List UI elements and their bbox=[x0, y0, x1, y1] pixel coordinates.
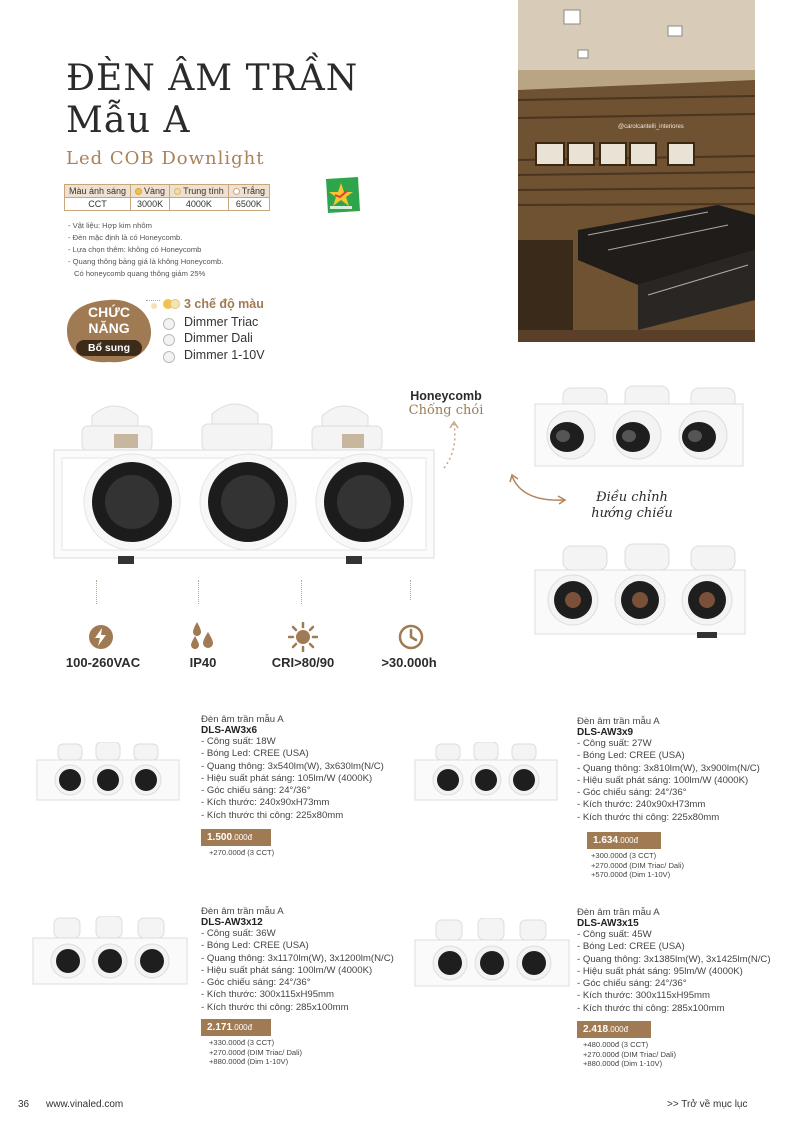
product-card bbox=[577, 907, 782, 1069]
back-to-contents-link[interactable]: >> Trở về mục lục bbox=[667, 1099, 748, 1110]
curved-arrow-icon bbox=[508, 472, 568, 508]
notes: - Vật liệu: Hợp kim nhôm - Đèn mặc định là có Honeycomb. - Lựa chọn thêm: không có Honeycomb - Quang thông bảng giá là không Honeycomb. Có honeycomb quang thông giảm 25% bbox=[68, 221, 224, 278]
sun-icon bbox=[288, 622, 318, 652]
product-specs: - Công suất: 36W - Bóng Led: CREE (USA) - Quang thông: 3x1170lm(W), 3x1200lm(N/C) - Hiệu suất phát sáng: 100lm/W (4000K) - Góc chiếu sáng: 24°/36° - Kích thước: 300x115xH95mm - Kích thước thi công: 285x100mm bbox=[201, 928, 394, 1013]
product-code: DLS-AW3x6 bbox=[201, 725, 258, 736]
cct-neutral: Trung tính bbox=[170, 185, 229, 198]
product-price: 2.418.000đ bbox=[577, 1021, 651, 1038]
clock-icon bbox=[398, 624, 424, 650]
spec-ip: IP40 bbox=[189, 655, 217, 670]
product-title: Đèn âm trần mẫu A bbox=[201, 714, 284, 725]
feature-color-modes: 3 chế độ màu bbox=[184, 297, 264, 311]
product-3-image bbox=[32, 916, 188, 988]
cct-warm: Vàng bbox=[131, 185, 170, 198]
badge-text: CHỨC NĂNG bbox=[88, 304, 130, 336]
spec-lifetime: >30.000h bbox=[381, 655, 437, 670]
interior-photo bbox=[518, 0, 755, 342]
product-1-image bbox=[36, 742, 180, 804]
product-specs: - Công suất: 18W - Bóng Led: CREE (USA) - Quang thông: 3x540lm(W), 3x630lm(N/C) - Hiệu suất phát sáng: 105lm/W (4000K) - Góc chiếu sáng: 24°/36° - Kích thước: 240x90xH73mm - Kích thước thi công: 225x80mm bbox=[201, 736, 384, 821]
dotted-arrow-icon bbox=[440, 420, 462, 470]
product-extras: +330.000đ (3 CCT) +270.000đ (DIM Triac/ Dali) +880.000đ (Dim 1-10V) bbox=[209, 1038, 303, 1067]
adjust-label: Điều chỉnh hướng chiếu bbox=[591, 490, 673, 521]
white-dot-icon bbox=[233, 188, 240, 195]
color-mode-dot-icon bbox=[151, 303, 157, 309]
product-specs: - Công suất: 45W - Bóng Led: CREE (USA) - Quang thông: 3x1385lm(W), 3x1425lm(N/C) - Hiệu suất phát sáng: 95lm/W (4000K) - Góc chiếu sáng: 24°/36° - Kích thước: 300x115xH95mm - Kích thước thi công: 285x100mm bbox=[577, 929, 771, 1014]
product-card bbox=[201, 714, 396, 858]
feature-dimmer-triac: Dimmer Triac bbox=[184, 315, 259, 329]
variant-tilt-image bbox=[533, 382, 747, 472]
water-drops-icon bbox=[189, 620, 215, 650]
certification-star-icon bbox=[320, 175, 362, 215]
product-card bbox=[201, 906, 401, 1067]
dimmer-1-10v-icon bbox=[163, 351, 175, 363]
product-code: DLS-AW3x12 bbox=[201, 917, 263, 928]
honeycomb-sublabel: Chống chói bbox=[408, 403, 484, 418]
product-code: DLS-AW3x15 bbox=[577, 918, 639, 929]
product-title: Đèn âm trần mẫu A bbox=[577, 716, 660, 727]
dimmer-dali-icon bbox=[163, 334, 175, 346]
product-extras: +480.000đ (3 CCT) +270.000đ (DIM Triac/ Dali) +880.000đ (Dim 1-10V) bbox=[583, 1040, 677, 1069]
product-2-image bbox=[414, 742, 558, 804]
page-number: 36 bbox=[18, 1099, 30, 1110]
spec-voltage: 100-260VAC bbox=[65, 655, 141, 670]
product-price: 1.634.000đ bbox=[587, 832, 661, 849]
product-code: DLS-AW3x9 bbox=[577, 727, 634, 738]
power-icon bbox=[88, 624, 114, 650]
variant-bronze-image bbox=[533, 540, 747, 640]
hero-product-image bbox=[52, 396, 437, 566]
dimmer-triac-icon bbox=[163, 318, 175, 330]
badge-subtitle: Bổ sung bbox=[76, 340, 142, 356]
neutral-dot-icon bbox=[174, 188, 181, 195]
page-title: ĐÈN ÂM TRẦN Mẫu A bbox=[66, 58, 359, 141]
cct-label: Màu ánh sáng bbox=[65, 185, 131, 198]
cct-white: Trắng bbox=[228, 185, 269, 198]
spec-cri: CRI>80/90 bbox=[271, 655, 335, 670]
honeycomb-label: Honeycomb bbox=[410, 389, 482, 403]
page-subtitle: Led COB Downlight bbox=[66, 148, 265, 169]
website-link[interactable]: www.vinaled.com bbox=[46, 1099, 124, 1110]
feature-dimmer-1-10v: Dimmer 1-10V bbox=[184, 348, 265, 362]
product-card bbox=[577, 716, 777, 880]
product-extras: +300.000đ (3 CCT) +270.000đ (DIM Triac/ Dali) +570.000đ (Dim 1-10V) bbox=[591, 851, 685, 880]
feature-dimmer-dali: Dimmer Dali bbox=[184, 331, 253, 345]
product-specs: - Công suất: 27W - Bóng Led: CREE (USA) - Quang thông: 3x810lm(W), 3x900lm(N/C) - Hiệu suất phát sáng: 100lm/W (4000K) - Góc chiếu sáng: 24°/36° - Kích thước: 240x90xH73mm - Kích thước thi công: 225x80mm bbox=[577, 738, 760, 823]
product-title: Đèn âm trần mẫu A bbox=[201, 906, 284, 917]
product-price: 1.500.000đ bbox=[201, 829, 271, 846]
cct-table: Màu ánh sáng Vàng Trung tính Trắng CCT 3000K 4000K 6500K bbox=[64, 184, 270, 211]
product-title: Đèn âm trần mẫu A bbox=[577, 907, 660, 918]
product-4-image bbox=[414, 918, 570, 990]
product-extras: +270.000đ (3 CCT) bbox=[209, 848, 275, 858]
photo-watermark: @carolcantelli_interiores bbox=[618, 124, 684, 130]
warm-dot-icon bbox=[135, 188, 142, 195]
product-price: 2.171.000đ bbox=[201, 1019, 271, 1036]
